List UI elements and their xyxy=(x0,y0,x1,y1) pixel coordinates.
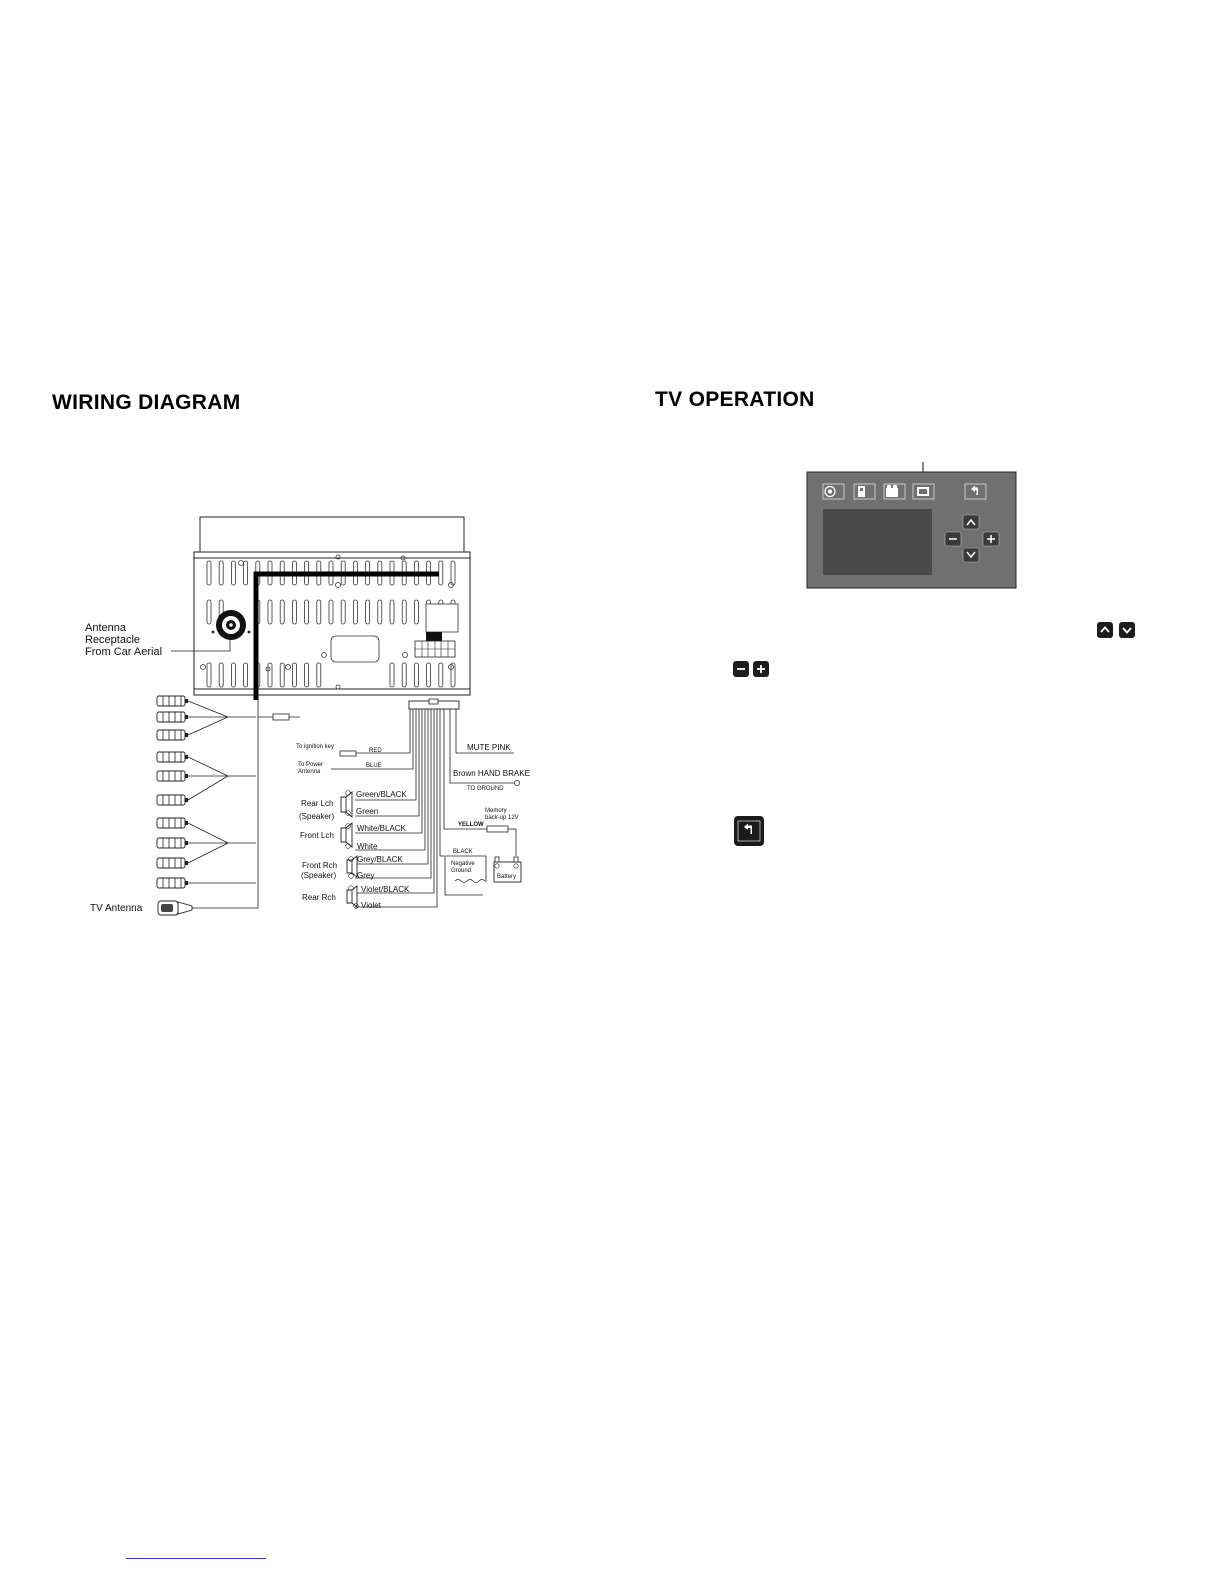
vent-slot xyxy=(317,600,321,624)
rear-lch-wire-1: Green/BLACK xyxy=(356,790,407,799)
nav-down-button[interactable] xyxy=(963,548,979,562)
harness-connector xyxy=(409,699,459,709)
speaker-symbols xyxy=(341,792,357,907)
vent-slot xyxy=(244,561,248,585)
memory-label-2: back-up 12V xyxy=(485,815,519,821)
power-antenna-wire-label: BLUE xyxy=(366,763,382,769)
main-harness-cable xyxy=(256,574,439,700)
vent-slot xyxy=(305,663,309,687)
vent-slot xyxy=(207,600,211,624)
vent-slot xyxy=(292,600,296,624)
tv-antenna-plug xyxy=(158,901,192,915)
rear-lch-label-2: (Speaker) xyxy=(299,812,335,821)
negative-ground-label-1: Negative xyxy=(451,861,475,867)
vent-slot xyxy=(329,600,333,624)
vent-slot xyxy=(305,600,309,624)
antenna-label-line2: Receptacle xyxy=(85,634,141,646)
battery-label: Battery xyxy=(497,874,517,880)
rca-plug xyxy=(157,730,188,740)
minus-key-icon xyxy=(733,661,749,677)
vent-slot xyxy=(231,663,235,687)
power-antenna-label-2: Antenna xyxy=(298,769,321,775)
antenna-leader-line xyxy=(171,640,230,651)
rca-plug xyxy=(157,818,188,828)
vent-slot xyxy=(439,561,443,585)
tv-operation-title: TV OPERATION xyxy=(655,388,815,411)
rear-rch-label: Rear Rch xyxy=(302,893,336,902)
plus-key-icon xyxy=(753,661,769,677)
vent-slot xyxy=(378,600,382,624)
iso-connector xyxy=(415,632,455,657)
ground-squiggle xyxy=(455,880,485,883)
rca-fan-lines xyxy=(188,701,256,883)
vent-slot xyxy=(451,561,455,585)
front-rch-label-2: (Speaker) xyxy=(301,871,337,880)
ground-wire-label: BLACK xyxy=(453,849,473,855)
rca-connectors xyxy=(157,696,188,888)
vent-slot xyxy=(414,600,418,624)
antenna-label-line3: From Car Aerial xyxy=(85,646,163,658)
vent-slot xyxy=(317,663,321,687)
vent-slot xyxy=(219,663,223,687)
memory-label-1: Memory xyxy=(485,808,507,814)
up-key-icon xyxy=(1097,622,1113,638)
to-ground-label: TO GROUND xyxy=(467,786,504,792)
tv-control-panel xyxy=(807,462,1016,588)
vent-slot xyxy=(219,561,223,585)
rca-plug xyxy=(157,858,188,868)
front-lch-wire-2: White xyxy=(357,842,378,851)
front-rch-wire-1: Grey/BLACK xyxy=(357,855,403,864)
harness-fuse xyxy=(273,714,289,720)
vent-slot xyxy=(244,663,248,687)
ignition-label: To ignition key xyxy=(296,744,335,750)
down-key-icon xyxy=(1119,622,1135,638)
wiring-diagram-title: WIRING DIAGRAM xyxy=(52,391,241,414)
panel-recess xyxy=(331,636,379,662)
nav-up-button[interactable] xyxy=(963,515,979,529)
rear-rch-wire-2: Violet xyxy=(361,901,381,910)
tv-screen xyxy=(823,509,932,575)
mute-label: MUTE PINK xyxy=(467,743,511,752)
memory-wire-label: YELLOW xyxy=(458,822,484,828)
rca-plug xyxy=(157,795,188,805)
footer-link-underline[interactable] xyxy=(126,1558,266,1559)
rear-rch-wire-1: Violet/BLACK xyxy=(361,885,410,894)
vent-slot xyxy=(390,600,394,624)
front-rch-label-1: Front Rch xyxy=(302,861,338,870)
vent-slot xyxy=(280,600,284,624)
rca-plug xyxy=(157,771,188,781)
rear-lch-wire-2: Green xyxy=(356,807,379,816)
antenna-receptacle xyxy=(212,610,251,640)
tv-antenna-cable xyxy=(192,700,258,908)
return-key-icon xyxy=(734,816,764,846)
nav-plus-button[interactable] xyxy=(983,532,999,546)
rca-plug xyxy=(157,712,188,722)
negative-ground-label-2: Ground xyxy=(451,868,472,874)
vent-slot xyxy=(439,663,443,687)
panel-bracket xyxy=(426,604,458,632)
vent-slot xyxy=(366,600,370,624)
front-lch-label: Front Lch xyxy=(300,831,334,840)
vent-slot xyxy=(402,600,406,624)
nav-minus-button[interactable] xyxy=(945,532,961,546)
vent-slot xyxy=(268,600,272,624)
front-rch-wire-2: Grey xyxy=(357,871,375,880)
vent-slot xyxy=(414,663,418,687)
vent-slot xyxy=(341,600,345,624)
vent-slot xyxy=(402,663,406,687)
vent-slot xyxy=(427,663,431,687)
vent-slot xyxy=(390,663,394,687)
hand-brake-label: Brown HAND BRAKE xyxy=(453,769,530,778)
rca-plug xyxy=(157,696,188,706)
tv-antenna-label: TV Antenna xyxy=(90,903,143,914)
vent-slot xyxy=(451,663,455,687)
power-antenna-label-1: To Power xyxy=(298,762,324,768)
vent-slot xyxy=(292,663,296,687)
vent-slot xyxy=(207,561,211,585)
memory-fuse xyxy=(487,826,508,832)
antenna-label-line1: Antenna xyxy=(85,622,126,634)
vent-slot xyxy=(207,663,211,687)
vent-slot xyxy=(280,663,284,687)
front-lch-wire-1: White/BLACK xyxy=(357,824,406,833)
ignition-wire-label: RED xyxy=(369,748,382,754)
rca-plug xyxy=(157,838,188,848)
rear-lch-label-1: Rear Lch xyxy=(301,799,334,808)
vent-slot xyxy=(268,663,272,687)
vent-slot xyxy=(231,561,235,585)
rca-plug xyxy=(157,752,188,762)
rca-plug xyxy=(157,878,188,888)
ignition-plug xyxy=(340,751,356,756)
vent-slot xyxy=(353,600,357,624)
ground-terminal xyxy=(514,780,519,785)
